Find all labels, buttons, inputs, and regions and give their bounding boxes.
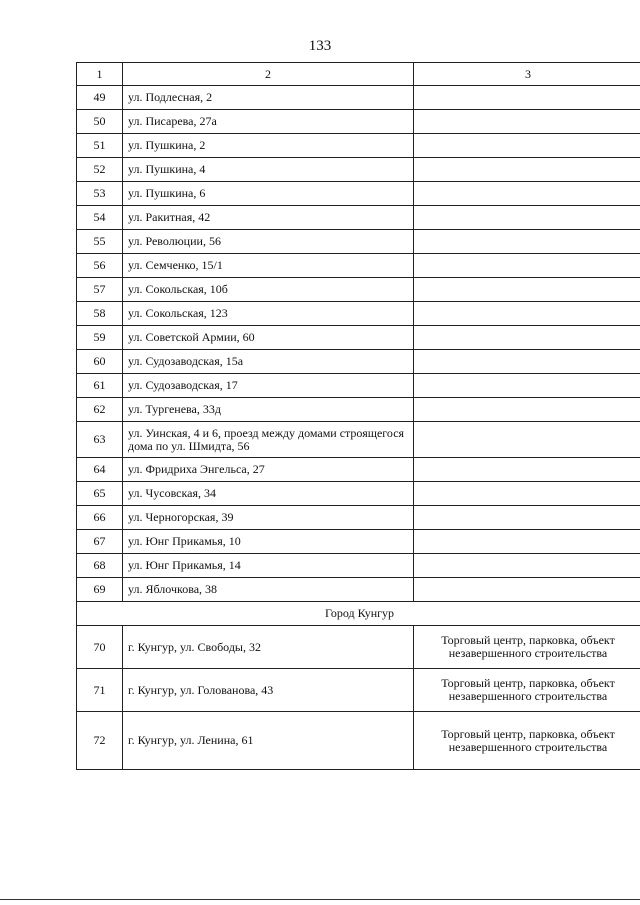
table-row — [77, 482, 640, 506]
table-row — [77, 669, 640, 712]
row-number: 58 — [77, 302, 123, 326]
row-number: 55 — [77, 230, 123, 254]
row-note — [414, 158, 640, 182]
row-number: 62 — [77, 398, 123, 422]
table-row — [77, 422, 640, 458]
column-header-3: 3 — [414, 63, 640, 86]
table-row — [77, 254, 640, 278]
row-number: 59 — [77, 326, 123, 350]
row-number: 70 — [77, 626, 123, 669]
row-number: 68 — [77, 554, 123, 578]
row-note — [414, 134, 640, 158]
row-address: ул. Писарева, 27а — [123, 110, 414, 134]
row-address: ул. Фридриха Энгельса, 27 — [123, 458, 414, 482]
row-number: 53 — [77, 182, 123, 206]
row-number: 61 — [77, 374, 123, 398]
section-row-kungur — [77, 602, 640, 626]
row-note — [414, 326, 640, 350]
row-number: 72 — [77, 712, 123, 770]
row-note — [414, 374, 640, 398]
page-number: 133 — [308, 38, 332, 54]
table-row — [77, 626, 640, 669]
row-number: 65 — [77, 482, 123, 506]
row-note — [414, 482, 640, 506]
row-address: ул. Сокольская, 10б — [123, 278, 414, 302]
table-row — [77, 398, 640, 422]
row-address: ул. Судозаводская, 17 — [123, 374, 414, 398]
section-body — [77, 602, 640, 770]
row-address: ул. Судозаводская, 15а — [123, 350, 414, 374]
table-row — [77, 182, 640, 206]
row-note: Торговый центр, парковка, объект незавершенного строительства — [414, 669, 640, 712]
row-number: 52 — [77, 158, 123, 182]
table-row — [77, 158, 640, 182]
row-number: 49 — [77, 86, 123, 110]
row-address: ул. Революции, 56 — [123, 230, 414, 254]
row-address: ул. Советской Армии, 60 — [123, 326, 414, 350]
row-address: ул. Пушкина, 2 — [123, 134, 414, 158]
row-note — [414, 86, 640, 110]
row-note — [414, 422, 640, 458]
row-note — [414, 278, 640, 302]
row-address: ул. Подлесная, 2 — [123, 86, 414, 110]
table-row — [77, 230, 640, 254]
section-title: Город Кунгур — [77, 602, 640, 626]
row-note — [414, 254, 640, 278]
row-address: ул. Ракитная, 42 — [123, 206, 414, 230]
row-note: Торговый центр, парковка, объект незавершенного строительства — [414, 712, 640, 770]
row-note — [414, 554, 640, 578]
row-address: г. Кунгур, ул. Ленина, 61 — [123, 712, 414, 770]
row-address: г. Кунгур, ул. Голованова, 43 — [123, 669, 414, 712]
row-address: ул. Юнг Прикамья, 14 — [123, 554, 414, 578]
row-note — [414, 506, 640, 530]
row-note — [414, 206, 640, 230]
row-note — [414, 398, 640, 422]
row-address: ул. Тургенева, 33д — [123, 398, 414, 422]
table-row — [77, 206, 640, 230]
row-address: ул. Пушкина, 4 — [123, 158, 414, 182]
row-number: 66 — [77, 506, 123, 530]
row-address: ул. Сокольская, 123 — [123, 302, 414, 326]
table-row — [77, 554, 640, 578]
table-row — [77, 326, 640, 350]
row-address: ул. Пушкина, 6 — [123, 182, 414, 206]
table-row — [77, 458, 640, 482]
table-row — [77, 110, 640, 134]
row-number: 60 — [77, 350, 123, 374]
row-number: 69 — [77, 578, 123, 602]
table-row — [77, 86, 640, 110]
row-note — [414, 230, 640, 254]
row-number: 57 — [77, 278, 123, 302]
row-address: ул. Семченко, 15/1 — [123, 254, 414, 278]
address-table — [76, 62, 640, 770]
row-number: 64 — [77, 458, 123, 482]
row-number: 63 — [77, 422, 123, 458]
row-note — [414, 110, 640, 134]
table-row — [77, 530, 640, 554]
table-row — [77, 712, 640, 770]
row-note — [414, 458, 640, 482]
table-header-row — [77, 63, 640, 86]
table-row — [77, 506, 640, 530]
row-address: ул. Юнг Прикамья, 10 — [123, 530, 414, 554]
row-number: 67 — [77, 530, 123, 554]
table-row — [77, 302, 640, 326]
table-row — [77, 278, 640, 302]
row-note — [414, 350, 640, 374]
row-number: 51 — [77, 134, 123, 158]
row-number: 50 — [77, 110, 123, 134]
row-address: ул. Уинская, 4 и 6, проезд между домами строящегося дома по ул. Шмидта, 56 — [123, 422, 414, 458]
row-number: 56 — [77, 254, 123, 278]
table-body — [77, 86, 640, 602]
column-header-2: 2 — [123, 63, 414, 86]
table-row — [77, 350, 640, 374]
row-note — [414, 302, 640, 326]
column-header-1: 1 — [77, 63, 123, 86]
row-note — [414, 182, 640, 206]
scan-edge-line — [0, 899, 640, 900]
row-note: Торговый центр, парковка, объект незавершенного строительства — [414, 626, 640, 669]
row-number: 71 — [77, 669, 123, 712]
row-note — [414, 530, 640, 554]
table-row — [77, 134, 640, 158]
row-number: 54 — [77, 206, 123, 230]
row-address: г. Кунгур, ул. Свободы, 32 — [123, 626, 414, 669]
row-note — [414, 578, 640, 602]
row-address: ул. Яблочкова, 38 — [123, 578, 414, 602]
row-address: ул. Чусовская, 34 — [123, 482, 414, 506]
table-row — [77, 374, 640, 398]
row-address: ул. Черногорская, 39 — [123, 506, 414, 530]
table-row — [77, 578, 640, 602]
